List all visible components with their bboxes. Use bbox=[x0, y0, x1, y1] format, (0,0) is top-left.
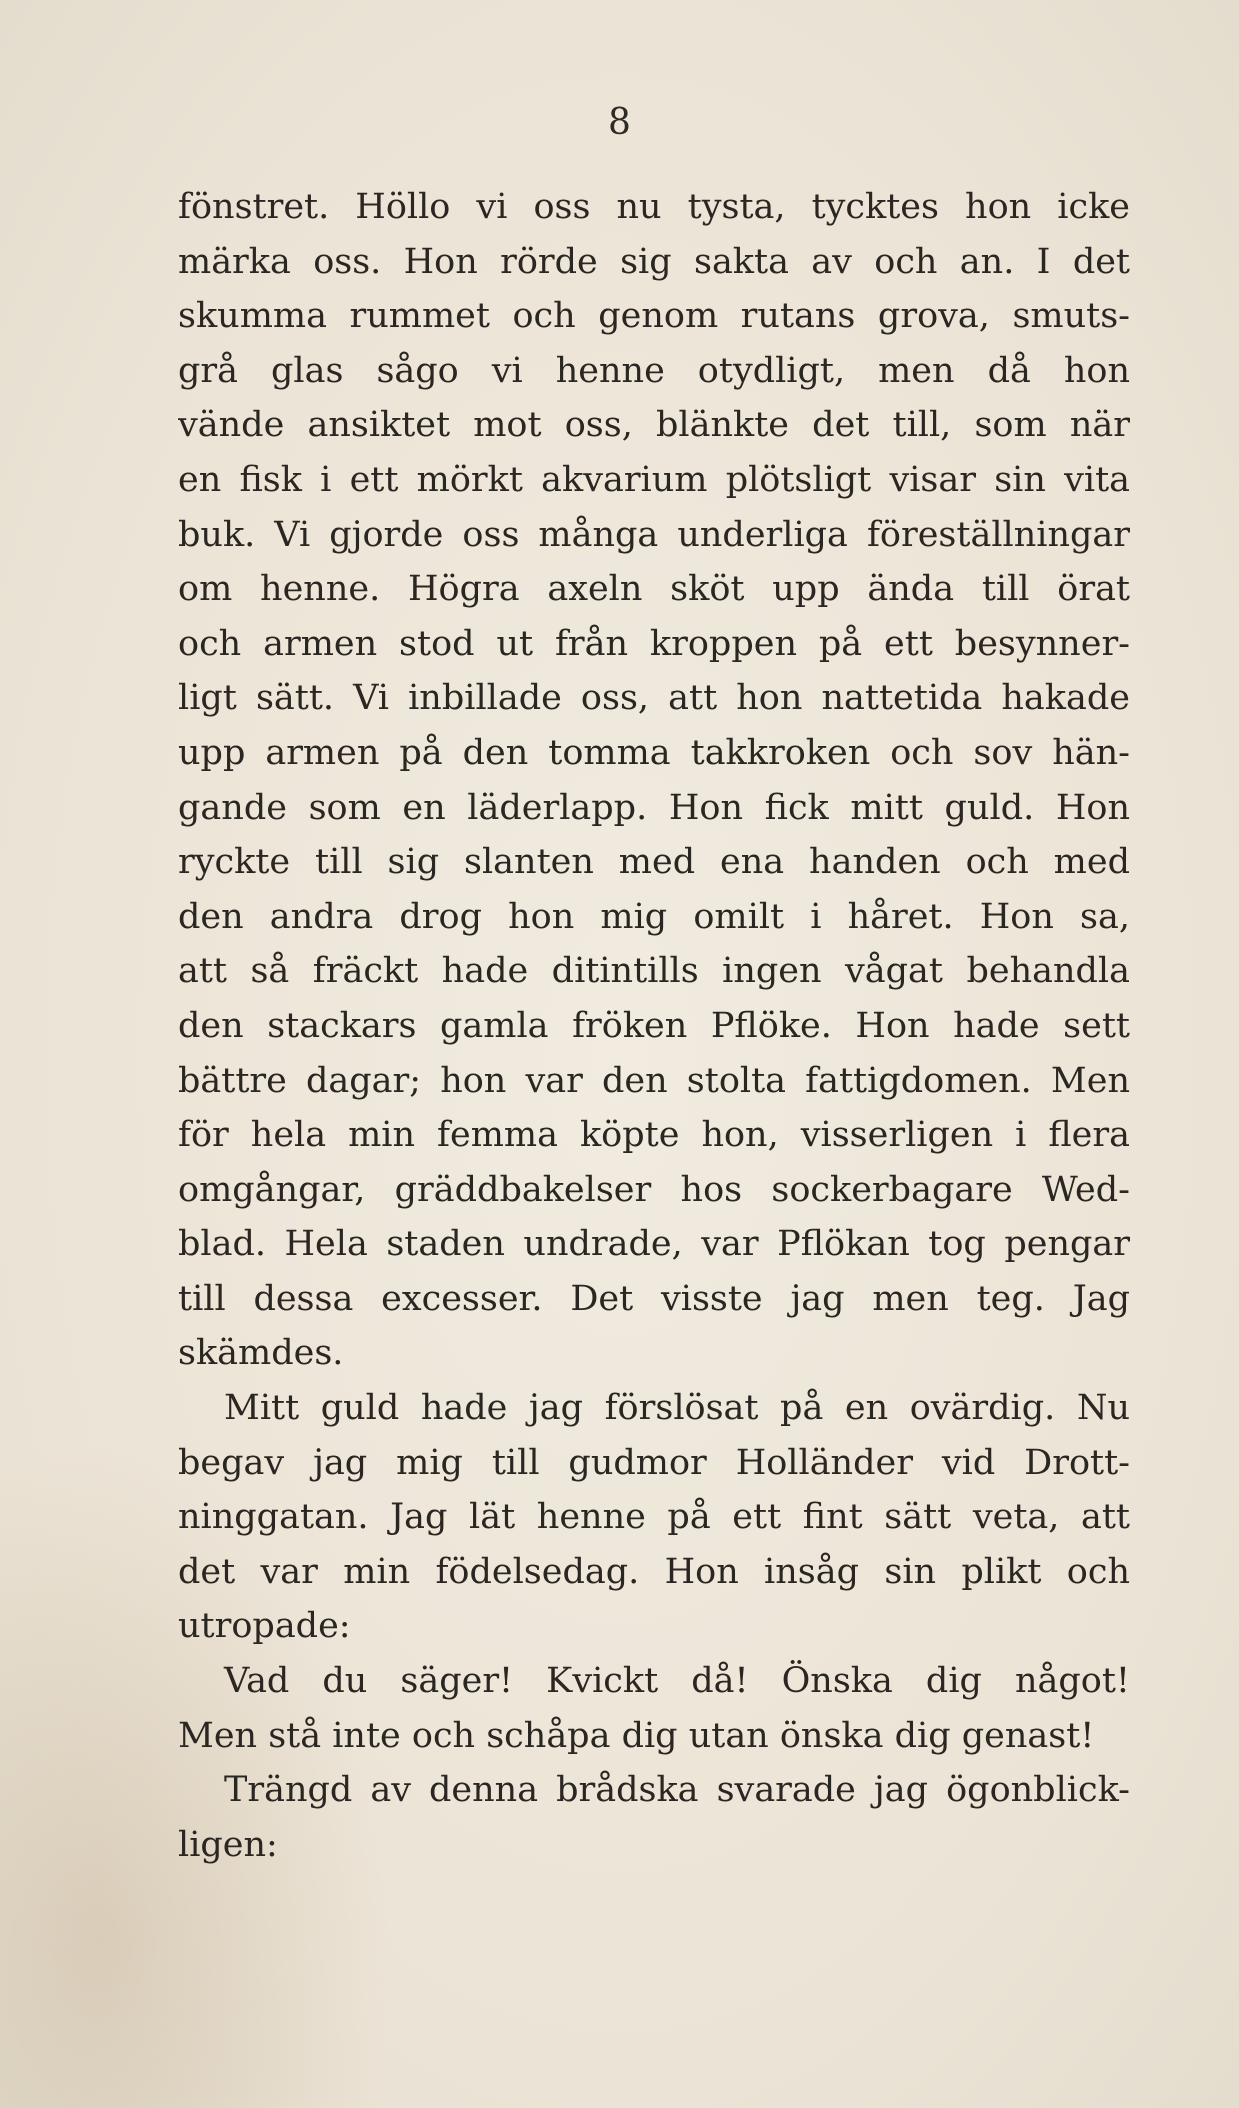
text-line: begav jag mig till gudmor Holländer vid Drott- bbox=[178, 1442, 1130, 1483]
text-line: Mitt guld hade jag förslösat på en ovärdig. Nu bbox=[224, 1388, 1130, 1429]
text-line: Men stå inte och schåpa dig utan önska dig genast! bbox=[178, 1715, 1095, 1756]
text-line: den andra drog hon mig omilt i håret. Hon sa, bbox=[178, 896, 1130, 937]
text-line: upp armen på den tomma takkroken och sov hän- bbox=[178, 732, 1130, 773]
text-line: buk. Vi gjorde oss många underliga föreställningar bbox=[178, 514, 1130, 555]
text-line: ninggatan. Jag lät henne på ett fint sätt veta, att bbox=[178, 1497, 1130, 1538]
text-line: vände ansiktet mot oss, blänkte det till, som när bbox=[178, 405, 1130, 446]
text-line: omgångar, gräddbakelser hos sockerbagare Wed- bbox=[178, 1169, 1130, 1210]
text-line: blad. Hela staden undrade, var Pflökan tog pengar bbox=[178, 1224, 1130, 1265]
text-line: om henne. Högra axeln sköt upp ända till örat bbox=[178, 569, 1130, 610]
text-line: en fisk i ett mörkt akvarium plötsligt visar sin vita bbox=[178, 459, 1130, 500]
text-line: ryckte till sig slanten med ena handen och med bbox=[178, 842, 1130, 883]
page-number: 8 bbox=[608, 102, 631, 143]
text-line: och armen stod ut från kroppen på ett besynner- bbox=[178, 623, 1130, 664]
text-line: skumma rummet och genom rutans grova, smuts- bbox=[178, 296, 1130, 337]
text-line: ligen: bbox=[178, 1824, 278, 1865]
text-line: fönstret. Höllo vi oss nu tysta, tycktes hon icke bbox=[178, 187, 1130, 227]
text-line: den stackars gamla fröken Pflöke. Hon hade sett bbox=[178, 1005, 1130, 1046]
text-line: märka oss. Hon rörde sig sakta av och an. I det bbox=[178, 241, 1130, 282]
text-line: utropade: bbox=[178, 1606, 351, 1647]
text-line: skämdes. bbox=[178, 1333, 344, 1374]
text-line: grå glas sågo vi henne otydligt, men då hon bbox=[178, 350, 1130, 391]
text-line: bättre dagar; hon var den stolta fattigdomen. Men bbox=[178, 1060, 1130, 1101]
text-line: till dessa excesser. Det visste jag men teg. Jag bbox=[178, 1278, 1130, 1319]
text-line: att så fräckt hade ditintills ingen vågat behandla bbox=[178, 951, 1130, 992]
text-line: det var min födelsedag. Hon insåg sin plikt och bbox=[178, 1551, 1130, 1592]
text-line: gande som en läderlapp. Hon fick mitt guld. Hon bbox=[178, 787, 1130, 828]
body-text bbox=[178, 180, 1130, 1872]
text-line: Vad du säger! Kvickt då! Önska dig något! bbox=[224, 1661, 1130, 1702]
text-line: ligt sätt. Vi inbillade oss, att hon nattetida hakade bbox=[178, 678, 1130, 719]
text-line: för hela min femma köpte hon, visserligen i flera bbox=[178, 1115, 1130, 1156]
text-line: Trängd av denna brådska svarade jag ögonblick- bbox=[224, 1770, 1130, 1811]
